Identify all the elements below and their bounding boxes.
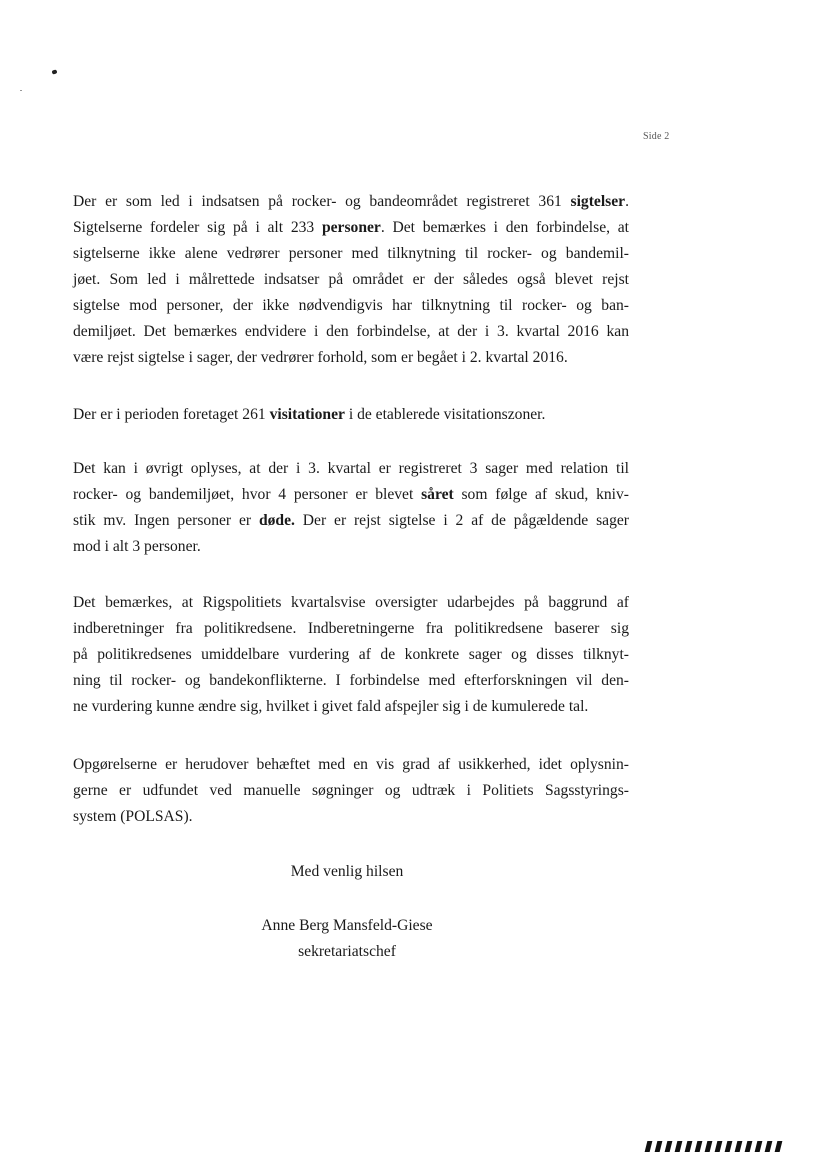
paragraph-line: rocker- og bandemiljøet, hvor 4 personer er blevet såret som følge af skud, kniv-: [73, 486, 629, 503]
paragraph-line: Opgørelserne er herudover behæftet med en vis grad af usikkerhed, idet oplysnin-: [73, 756, 629, 773]
paragraph-line: ning til rocker- og bandekonflikterne. I forbindelse med efterforskningen vil den-: [73, 672, 629, 689]
paragraph-line: system (POLSAS).: [73, 808, 193, 825]
paragraph-line: Det bemærkes, at Rigspolitiets kvartalsvise oversigter udarbejdes på baggrund af: [73, 594, 629, 611]
paragraph-line: indberetninger fra politikredsene. Indberetningerne fra politikredsene baserer sig: [73, 620, 629, 637]
paragraph-skud: [73, 456, 629, 560]
scan-speck-small: [20, 90, 22, 91]
paragraph-line: demiljøet. Det bemærkes endvidere i den forbindelse, at der i 3. kvartal 2016 kan: [73, 323, 629, 340]
page-number: Side 2: [643, 131, 670, 142]
closing-greeting: Med venlig hilsen: [290, 863, 404, 880]
paragraph-line: Sigtelserne fordeler sig på i alt 233 personer. Det bemærkes i den forbindelse, at: [73, 219, 630, 236]
paragraph-line: sigtelserne ikke alene vedrører personer med tilknytning til rocker- og bandemil-: [73, 245, 629, 262]
signatory-title: sekretariatschef: [298, 943, 396, 960]
barcode-row-thin: [646, 1126, 782, 1137]
paragraph-line: på politikredsenes umiddelbare vurdering af de konkrete sager og disses tilknyt-: [73, 646, 629, 663]
paragraph-line: stik mv. Ingen personer er døde. Der er rejst sigtelse i 2 af de pågældende sager: [73, 512, 629, 529]
paragraph-line: sigtelse mod personer, der ikke nødvendigvis har tilknytning til rocker- og ban-: [73, 297, 629, 314]
emphasis-visitationer: visitationer: [269, 406, 345, 423]
paragraph-sigtelser: [73, 189, 629, 371]
emphasis-personer: personer: [321, 219, 381, 236]
paragraph-line: være rejst sigtelse i sager, der vedrører forhold, som er begået i 2. kvartal 2016.: [73, 349, 568, 366]
paragraph-usikkerhed: [73, 752, 629, 830]
paragraph-line: Der er i perioden foretaget 261 visitationer i de etablerede visitationszoner.: [73, 406, 546, 423]
paragraph-oversigter: [73, 590, 629, 720]
paragraph-visitationer: [73, 402, 629, 428]
paragraph-line: Der er som led i indsatsen på rocker- og bandeområdet registreret 361 sigtelser.: [73, 193, 629, 210]
signatory-name: Anne Berg Mansfeld-Giese: [261, 917, 433, 934]
paragraph-line: gerne er udfundet ved manuelle søgninger og udtræk i Politiets Sagsstyrings-: [73, 782, 629, 799]
emphasis-saaret: såret: [421, 486, 454, 503]
paragraph-line: ne vurdering kunne ændre sig, hvilket i givet fald afspejler sig i de kumulerede tal.: [73, 698, 589, 715]
paragraph-line: jøet. Som led i målrettede indsatser på området er der således også blevet rejst: [73, 271, 629, 288]
barcode-row-thick: [646, 1141, 782, 1152]
emphasis-doede: døde.: [258, 512, 295, 529]
scan-speck: [51, 69, 57, 74]
paragraph-line: Det kan i øvrigt oplyses, at der i 3. kvartal er registreret 3 sager med relation til: [73, 460, 629, 477]
barcode-mark: [646, 1126, 782, 1156]
emphasis-sigtelser: sigtelser: [570, 193, 626, 210]
paragraph-line: mod i alt 3 personer.: [73, 538, 201, 555]
